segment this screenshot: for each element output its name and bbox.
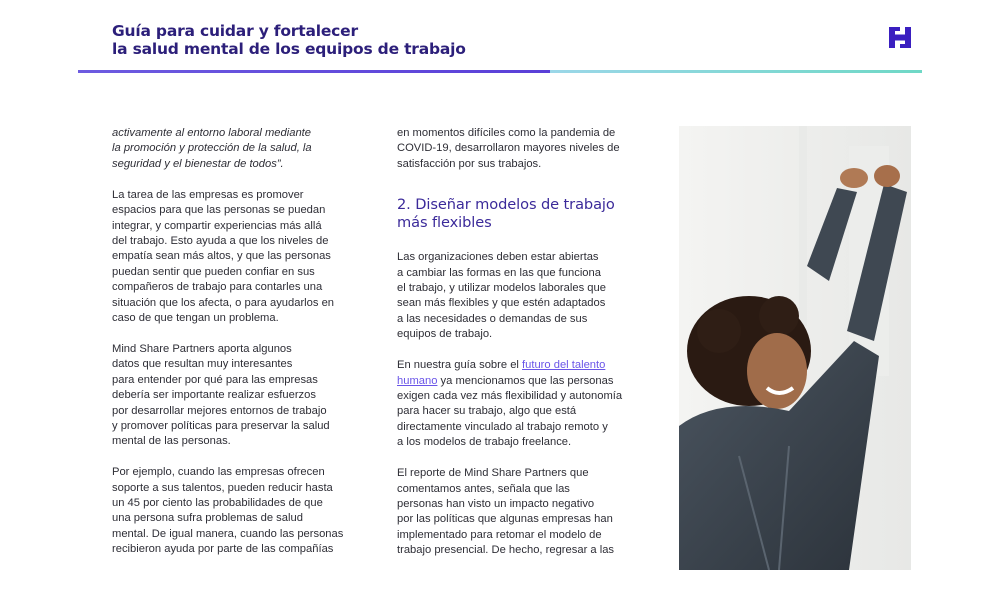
divider-purple-segment — [78, 70, 550, 73]
brand-logo-icon — [889, 27, 911, 48]
heading-line: más flexibles — [397, 213, 492, 231]
text-line: mental de las personas. — [112, 435, 231, 448]
paragraph-mind-share — [112, 342, 352, 450]
text-line: el trabajo, y utilizar modelos laborales que — [397, 282, 606, 295]
text-line: por las políticas que algunas empresas han — [397, 513, 613, 526]
text-line: y promover políticas para preservar la salud — [112, 419, 330, 432]
text-fragment: En nuestra guía sobre el — [397, 359, 523, 372]
text-line: caso de que tengan un problema. — [112, 311, 279, 324]
text-line: del trabajo. Esto ayuda a que los niveles de — [112, 234, 329, 247]
text-line: El reporte de Mind Share Partners que — [397, 467, 589, 480]
text-line: una persona sufra problemas de salud — [112, 512, 303, 525]
text-line — [397, 358, 637, 373]
text-line: satisfacción por sus trabajos. — [397, 157, 542, 170]
section-heading — [397, 196, 637, 231]
woman-stretching-photo — [679, 126, 911, 570]
text-line: personas han visto un impacto negativo — [397, 497, 595, 510]
photo-illustration — [679, 126, 911, 570]
text-line: datos que resultan muy interesantes — [112, 358, 293, 371]
text-line: La tarea de las empresas es promover — [112, 188, 304, 201]
text-line: recibieron ayuda por parte de las compañías — [112, 543, 334, 556]
text-line: implementado para retomar el modelo de — [397, 528, 602, 541]
title-line-1: Guía para cuidar y fortalecer — [112, 22, 358, 40]
futuro-talento-link[interactable]: futuro del talento — [522, 359, 606, 372]
text-line: para hacer su trabajo, algo que está — [397, 405, 577, 418]
text-line: a cambiar las formas en las que funciona — [397, 266, 601, 279]
paragraph-reporte — [397, 466, 637, 558]
header-divider — [78, 70, 922, 73]
paragraph-guia — [397, 358, 637, 450]
paragraph-ejemplo — [112, 465, 352, 557]
text-line: Mind Share Partners aporta algunos — [112, 342, 292, 355]
text-line: trabajo presencial. De hecho, regresar a las — [397, 544, 615, 557]
text-line: soporte a sus talentos, pueden reducir hasta — [112, 481, 333, 494]
text-line: un 45 por ciento las probabilidades de que — [112, 497, 323, 510]
paragraph-empresas — [112, 188, 352, 327]
text-line: equipos de trabajo. — [397, 328, 493, 341]
text-line: la promoción y protección de la salud, la — [112, 142, 312, 155]
text-line: Las organizaciones deben estar abiertas — [397, 251, 599, 264]
divider-teal-segment — [550, 70, 922, 73]
text-line: puedan sentir que pueden confiar en sus — [112, 265, 315, 278]
text-line: integrar, y compartir experiencias más allá — [112, 219, 322, 232]
middle-text-column — [397, 126, 637, 574]
title-line-2: la salud mental de los equipos de trabajo — [112, 40, 466, 58]
text-line: seguridad y el bienestar de todos”. — [112, 157, 284, 170]
text-line: Por ejemplo, cuando las empresas ofrecen — [112, 466, 325, 479]
text-line: comentamos antes, señala que las — [397, 482, 570, 495]
text-line: por desarrollar mejores entornos de trabajo — [112, 404, 327, 417]
quote-paragraph — [112, 126, 352, 172]
document-title — [112, 22, 532, 58]
text-fragment: ya mencionamos que las personas — [437, 374, 614, 387]
text-line: empatía sean más altos, y que las personas — [112, 250, 331, 263]
text-line: en momentos difíciles como la pandemia de — [397, 127, 616, 139]
paragraph-covid — [397, 126, 637, 172]
text-line: sean más flexibles y que estén adaptados — [397, 297, 606, 310]
text-line: a las necesidades o demandas de sus — [397, 312, 588, 325]
text-line — [397, 374, 637, 389]
text-line: compañeros de trabajo para contarles una — [112, 281, 323, 294]
text-line: a los modelos de trabajo freelance. — [397, 436, 572, 449]
text-line: espacios para que las personas se puedan — [112, 204, 326, 217]
heading-line: 2. Diseñar modelos de trabajo — [397, 196, 615, 214]
text-line: debería ser importante realizar esfuerzos — [112, 389, 316, 402]
text-line: exigen cada vez más flexibilidad y autonomía — [397, 389, 623, 402]
text-line: activamente al entorno laboral mediante — [112, 127, 312, 139]
text-line: situación que los afecta, o para ayudarlos en — [112, 296, 335, 309]
futuro-talento-link-continued[interactable]: humano — [397, 374, 438, 387]
text-line: COVID-19, desarrollaron mayores niveles de — [397, 142, 620, 155]
left-text-column — [112, 126, 352, 573]
text-line: para entender por qué para las empresas — [112, 373, 318, 386]
text-line: directamente vinculado al trabajo remoto y — [397, 420, 608, 433]
text-line: mental. De igual manera, cuando las personas — [112, 527, 344, 540]
paragraph-organizaciones — [397, 250, 637, 342]
